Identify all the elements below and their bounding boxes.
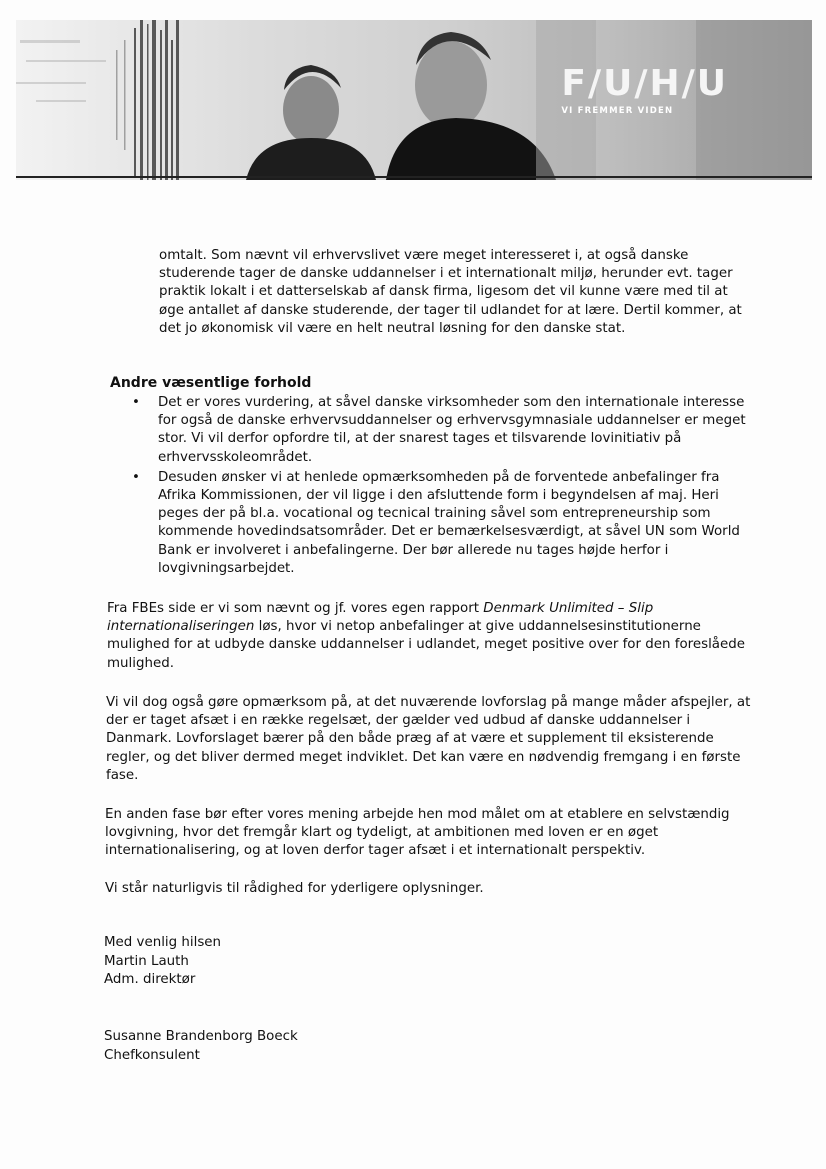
bullet-text: Det er vores vurdering, at såvel danske virksomheder som den internationale interesse for også de danske erhvervsuddannelser og erhvervsgymnasiale uddannelser er meget stor. Vi vil derfor opfordre til, at der snarest tages et tilsvarende lovinitiativ på erhvervsskoleområdet. <box>158 395 746 465</box>
report-title: Denmark Unlimited – Slip internationaliseringen <box>107 601 654 635</box>
intro-paragraph: omtalt. Som nævnt vil erhvervslivet være meget interesseret i, at også danske studerende tager de danske uddannelser i et internationalt miljø, herunder evt. tager praktik lokalt i et datterselskab af dansk firma, ligesom det vil kunne være med til at øge antallet af danske studerende, der tager til udlandet for at lære. Dertil kommer, at det jo økonomisk vil være en helt neutral løsning for den danske stat. <box>159 248 742 336</box>
bullet-text: Desuden ønsker vi at henlede opmærksomheden på de forventede anbefalinger fra Afrika Kommissionen, der vil ligge i den afsluttende form i begyndelsen af maj. Heri peges der på bl.a. vocational og tecnical training såvel som entrepreneurship som kommende hovedindsatsområder. Det er bemærkelsesværdigt, at såvel UN som World Bank er involveret i anbefalingerne. Der bør allerede nu tages højde herfor i lovgivningsarbejdet. <box>158 469 740 576</box>
fbe-paragraph <box>107 600 752 673</box>
signer-name: Martin Lauth <box>104 953 189 969</box>
fuhu-logo <box>561 64 728 116</box>
signer-name: Susanne Brandenborg Boeck <box>104 1029 298 1044</box>
header-banner <box>16 20 812 180</box>
paragraph-raadighed: Vi står naturligvis til rådighed for yderligere oplysninger. <box>105 881 484 896</box>
signer-title: Adm. direktør <box>104 972 196 988</box>
paragraph-lovforslag: Vi vil dog også gøre opmærksom på, at det nuværende lovforslag på mange måder afspejler, at der er taget afsæt i en række regelsæt, der gælder ved udbud af danske uddannelser i Danmark. Lovforslaget bærer på den både præg af at være et supplement til eksisterende regler, og det bliver dermed meget indviklet. Det kan være en nødvendig fremgang i en første fase. <box>106 695 751 783</box>
bullet-dot-icon: • <box>132 395 140 410</box>
fbe-paragraph-start: Fra FBEs side er vi som nævnt og jf. vores egen rapport <box>107 601 484 616</box>
bullet-item <box>132 469 757 578</box>
section-heading: Andre væsentlige forhold <box>110 375 312 391</box>
paragraph-anden-fase: En anden fase bør efter vores mening arbejde hen mod målet om at etablere en selvstændig lovgivning, hvor det fremgår klart og tydeligt, at ambitionen med loven er en øget internationalisering, og at loven derfor tager afsæt i et internationalt perspektiv. <box>105 807 730 859</box>
closing-block <box>104 934 221 990</box>
logo-tagline: VI FREMMER VIDEN <box>561 106 674 116</box>
bullet-list <box>132 394 757 580</box>
signer-title: Chefkonsulent <box>104 1047 200 1063</box>
closing-greeting: Med venlig hilsen <box>104 935 222 950</box>
fbe-paragraph-end: løs, hvor vi netop anbefalinger at give uddannelsesinstitutionerne mulighed for at udbyde danske uddannelser i udlandet, meget positive over for den foreslåede mulighed. <box>107 619 745 671</box>
header-rule <box>16 176 812 178</box>
logo-mark: F/U/H/U <box>561 63 728 104</box>
bullet-item <box>132 394 757 467</box>
bullet-dot-icon: • <box>132 469 140 485</box>
second-signer-block <box>104 1028 298 1065</box>
